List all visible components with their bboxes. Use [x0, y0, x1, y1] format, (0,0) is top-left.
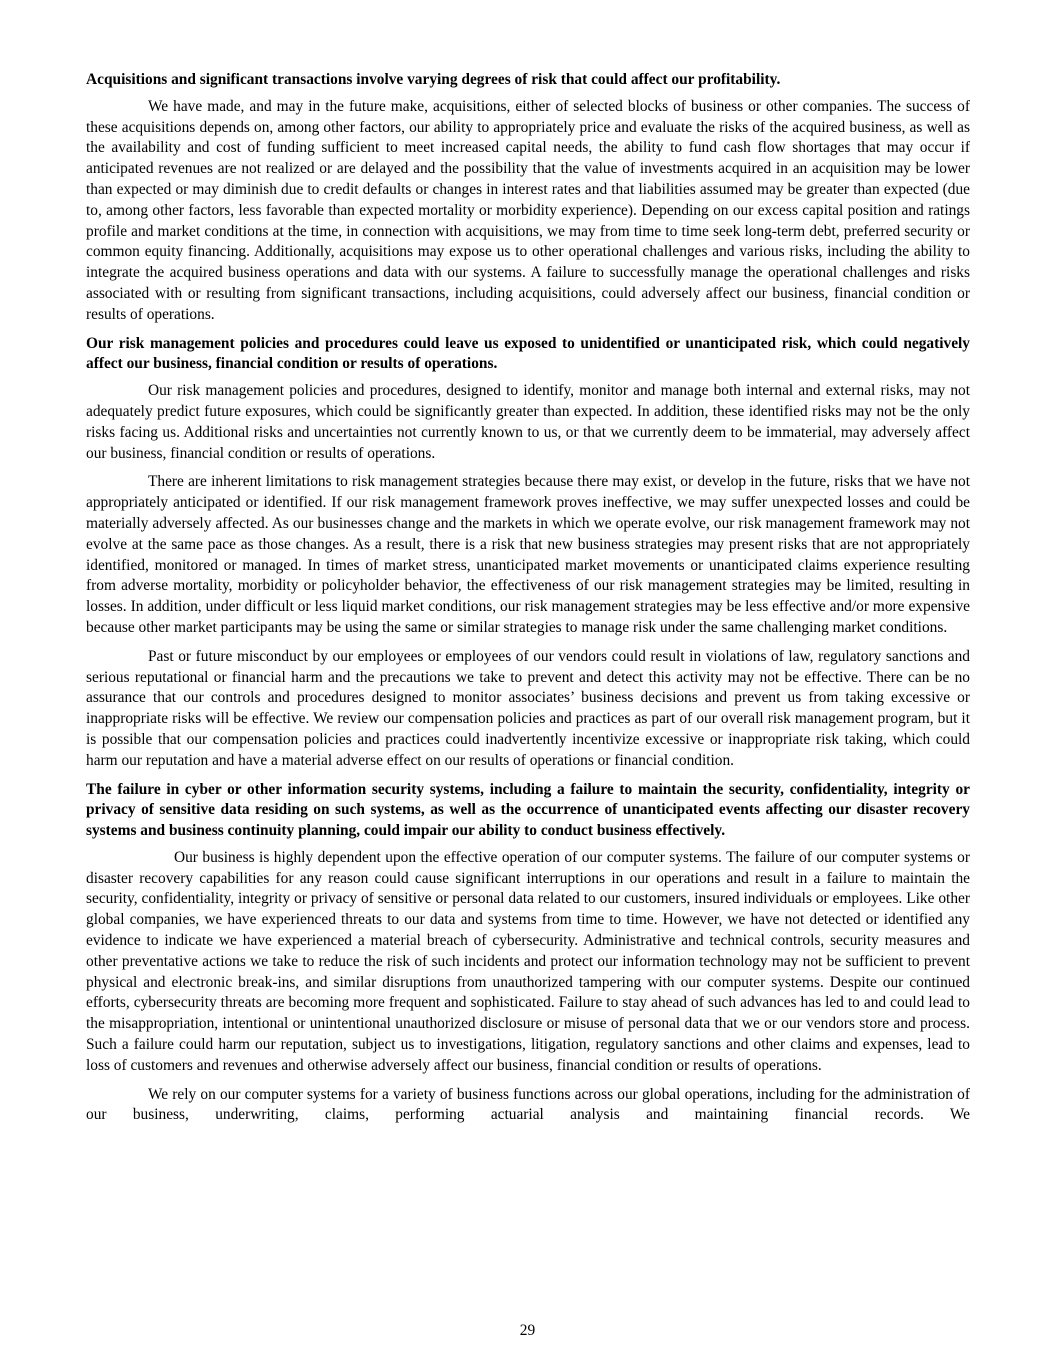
paragraph: Our business is highly dependent upon the effective operation of our computer systems. The failure of our computer systems or disaster recovery capabilities for any reason could cause significant interruptions in our operations and result in a failure to maintain the security, confidentiality, integrity or privacy of sensitive or personal data related to our customers, insured individuals or employees. Like other global companies, we have experienced threats to our data and systems from time to time. However, we have not detected or identified any evidence to indicate we have experienced a material breach of cybersecurity. Administrative and technical controls, security measures and other preventative actions we take to reduce the risk of such incidents and protect our information technology may not be sufficient to prevent physical and electronic break-ins, and similar disruptions from unauthorized tampering with our computer systems. Despite our continued efforts, cybersecurity threats are becoming more frequent and sophisticated. Failure to stay ahead of such advances has led to and could lead to the misappropriation, intentional or unintentional unauthorized disclosure or misuse of personal data that we or our vendors store and process. Such a failure could harm our reputation, subject us to investigations, litigation, regulatory sanctions and other claims and expenses, lead to loss of customers and revenues and otherwise adversely affect our business, financial condition or results of operations.: [86, 848, 970, 1074]
paragraph: There are inherent limitations to risk management strategies because there may exist, or develop in the future, risks that we have not appropriately anticipated or identified. If our risk management framework proves ineffective, we may suffer unexpected losses and could be materially adversely affected. As our businesses change and the markets in which we operate evolve, our risk management framework may not evolve at the same pace as those changes. As a result, there is a risk that new business strategies may present risks that are not appropriately identified, monitored or managed. In times of market stress, unanticipated market movements or unanticipated claims experience resulting from adverse mortality, morbidity or policyholder behavior, the effectiveness of our risk management strategies may be limited, resulting in losses. In addition, under difficult or less liquid market conditions, our risk management strategies may be less effective and/or more expensive because other market participants may be using the same or similar strategies to manage risk under the same challenging market conditions.: [86, 473, 970, 636]
page-number: 29: [519, 1322, 536, 1339]
paragraph: Our risk management policies and procedures, designed to identify, monitor and manage both internal and external risks, may not adequately predict future exposures, which could be significantly greater than expected. In addition, these identified risks may not be the only risks facing us. Additional risks and uncertainties not currently known to us, or that we currently deem to be immaterial, may adversely affect our business, financial condition or results of operations.: [86, 382, 970, 462]
paragraph: We have made, and may in the future make, acquisitions, either of selected blocks of business or other companies. The success of these acquisitions depends on, among other factors, our ability to appropriately price and evaluate the risks of the acquired business, as well as the availability and cost of funding sufficient to meet increased capital needs, the ability to fund cash flow shortages that may occur if anticipated revenues are not realized or are delayed and the possibility that the value of investments acquired in an acquisition may be lower than expected or may diminish due to credit defaults or changes in interest rates and that liabilities assumed may be greater than expected (due to, among other factors, less favorable than expected mortality or morbidity experience). Depending on our excess capital position and ratings profile and market conditions at the time, in connection with acquisitions, we may from time to time seek long-term debt, preferred security or common equity financing. Additionally, acquisitions may expose us to other operational challenges and various risks, including the ability to integrate the acquired business operations and data with our systems. A failure to successfully manage the operational challenges and risks associated with or resulting from significant transactions, including acquisitions, could adversely affect our business, financial condition or results of operations.: [86, 97, 970, 323]
section-heading-acquisitions: Acquisitions and significant transactions involve varying degrees of risk that could affect our profitability.: [86, 71, 781, 88]
paragraph: We rely on our computer systems for a variety of business functions across our global operations, including for the administration of our business, underwriting, claims, performing actuarial analysis and maintaining financial records. We: [86, 1085, 970, 1124]
section-heading-cyber-security: The failure in cyber or other information security systems, including a failure to maintain the security, confidentiality, integrity or privacy of sensitive data residing on such systems, as well as the occurrence of unanticipated events affecting our disaster recovery systems and business continuity planning, could impair our ability to conduct business effectively.: [86, 780, 970, 840]
document-body: [86, 70, 970, 1134]
paragraph: Past or future misconduct by our employees or employees of our vendors could result in violations of law, regulatory sanctions and serious reputational or financial harm and the precautions we take to prevent and detect this activity may not be effective. There can be no assurance that our controls and procedures designed to monitor associates’ business decisions and prevent us from taking excessive or inappropriate risks will be effective. We review our compensation policies and practices as part of our overall risk management program, but it is possible that our compensation policies and practices could inadvertently incentivize excessive or inappropriate risk taking, which could harm our reputation and have a material adverse effect on our results of operations or financial condition.: [86, 647, 970, 769]
section-heading-risk-management: Our risk management policies and procedures could leave us exposed to unidentified or unanticipated risk, which could negatively affect our business, financial condition or results of operations.: [86, 334, 970, 373]
